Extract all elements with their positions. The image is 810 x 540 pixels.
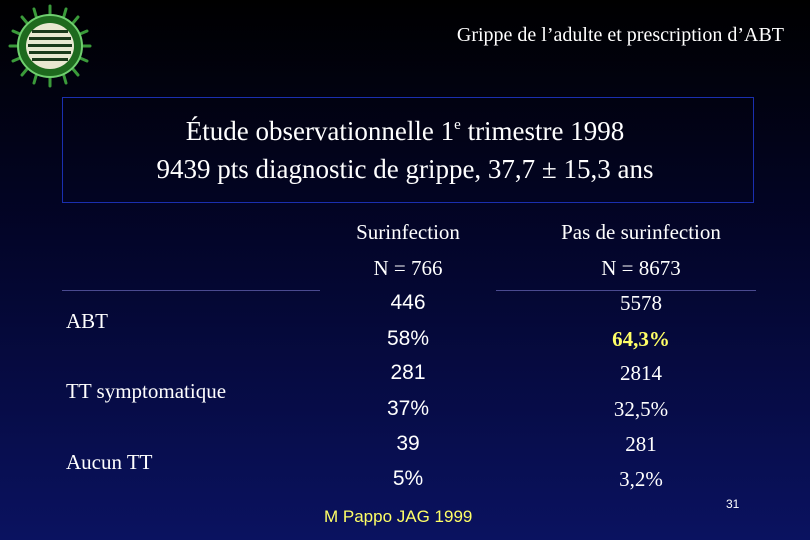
column-n-pas-de-surinfection: N = 8673	[601, 256, 681, 280]
row-label-aucun-tt: Aucun TT	[66, 450, 153, 474]
cell-count: 2814	[620, 361, 662, 385]
cell-percent: 58%	[386, 327, 430, 350]
cell-percent-highlight: 64,3%	[612, 327, 670, 351]
virus-icon	[4, 4, 96, 88]
study-subtitle: 9439 pts diagnostic de grippe, 37,7 ± 15,3 ans	[156, 154, 654, 184]
cell-count: 5578	[620, 291, 662, 315]
row-label-abt: ABT	[66, 309, 108, 333]
cell-count: 281	[625, 432, 657, 456]
cell-count: 281	[390, 361, 426, 384]
title-box	[62, 97, 754, 203]
cell-count: 39	[396, 432, 420, 455]
row-label-tt-symptomatique: TT symptomatique	[66, 379, 227, 403]
study-title	[0, 116, 810, 147]
study-title-superscript: e	[454, 117, 461, 133]
column-header-pas-de-surinfection: Pas de surinfection	[561, 220, 721, 244]
header-title: Grippe de l’adulte et prescription d’ABT	[456, 24, 784, 46]
table-divider	[62, 290, 320, 291]
column-header-surinfection: Surinfection	[356, 220, 460, 244]
study-title-text: Étude observationnelle 1	[185, 116, 455, 146]
source-citation: M Pappo JAG 1999	[324, 507, 473, 526]
page-number: 31	[726, 497, 740, 511]
cell-percent: 37%	[386, 397, 430, 420]
cell-percent: 32,5%	[613, 397, 669, 421]
cell-percent: 5%	[392, 467, 424, 490]
cell-count: 446	[390, 291, 426, 314]
study-title-suffix: trimestre 1998	[460, 116, 625, 146]
column-n-surinfection: N = 766	[373, 256, 443, 280]
cell-percent: 3,2%	[619, 467, 663, 491]
